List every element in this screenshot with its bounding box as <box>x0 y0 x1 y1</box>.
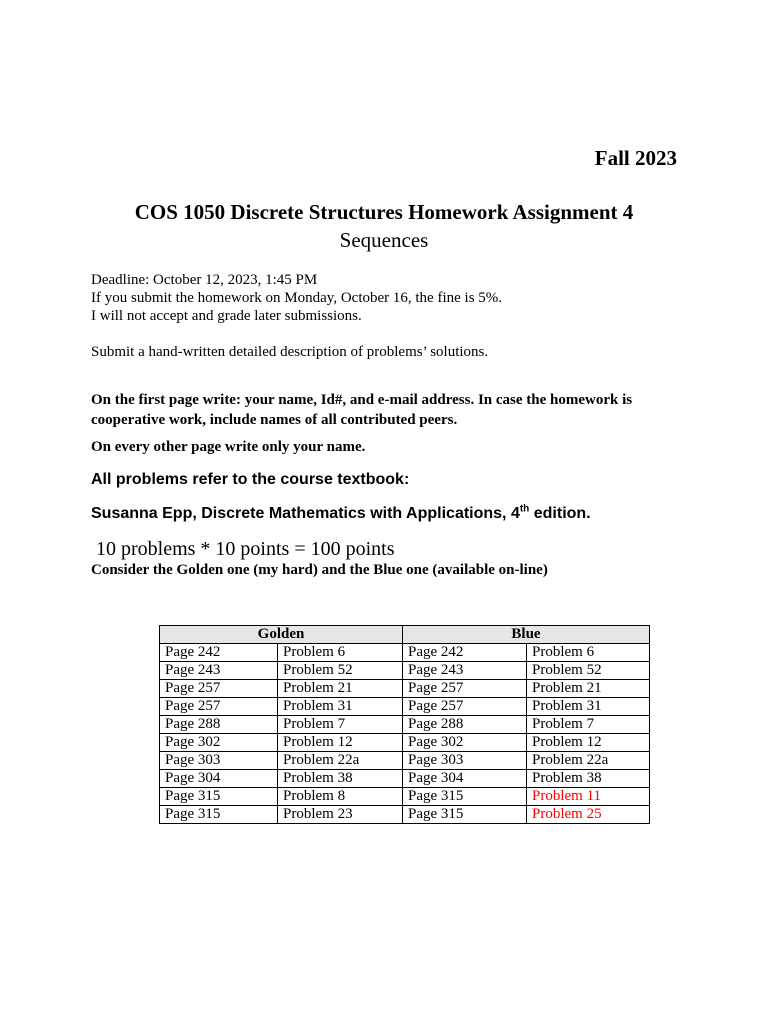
blue-page-cell: Page 257 <box>403 698 527 716</box>
edition-label: edition. <box>529 505 591 522</box>
blue-problem-cell: Problem 21 <box>527 680 650 698</box>
golden-page-cell: Page 242 <box>160 644 278 662</box>
blue-problem-cell: Problem 12 <box>527 734 650 752</box>
blue-page-cell: Page 302 <box>403 734 527 752</box>
golden-problem-cell: Problem 21 <box>278 680 403 698</box>
golden-page-cell: Page 257 <box>160 698 278 716</box>
golden-problem-cell: Problem 38 <box>278 770 403 788</box>
golden-problem-cell: Problem 22a <box>278 752 403 770</box>
problems-table-body <box>160 644 650 824</box>
table-row <box>160 680 650 698</box>
golden-problem-cell: Problem 12 <box>278 734 403 752</box>
golden-page-cell: Page 303 <box>160 752 278 770</box>
table-row <box>160 752 650 770</box>
blue-page-cell: Page 304 <box>403 770 527 788</box>
blue-page-cell: Page 243 <box>403 662 527 680</box>
table-row <box>160 662 650 680</box>
first-page-instructions: On the first page write: your name, Id#, and e-mail address. In case the homework is cooperative work, include names of all contributed peers. <box>91 392 633 428</box>
golden-problem-cell: Problem 23 <box>278 806 403 824</box>
deadline-line: Deadline: October 12, 2023, 1:45 PM <box>91 272 318 288</box>
deadline-section <box>91 271 681 325</box>
blue-problem-cell: Problem 25 <box>527 806 650 824</box>
golden-problem-cell: Problem 7 <box>278 716 403 734</box>
golden-page-cell: Page 315 <box>160 788 278 806</box>
blue-page-cell: Page 288 <box>403 716 527 734</box>
golden-problem-cell: Problem 52 <box>278 662 403 680</box>
table-row <box>160 698 650 716</box>
golden-problem-cell: Problem 6 <box>278 644 403 662</box>
blue-page-cell: Page 315 <box>403 788 527 806</box>
submit-instructions: Submit a hand-written detailed description of problems’ solutions. <box>91 344 489 360</box>
table-row <box>160 788 650 806</box>
table-row <box>160 770 650 788</box>
blue-page-cell: Page 315 <box>403 806 527 824</box>
assignment-subtitle: Sequences <box>339 228 429 252</box>
blue-problem-cell: Problem 31 <box>527 698 650 716</box>
textbook-name: Susanna Epp, Discrete Mathematics with Applications, 4 <box>91 505 520 522</box>
golden-page-cell: Page 302 <box>160 734 278 752</box>
golden-header: Golden <box>160 626 403 644</box>
golden-page-cell: Page 257 <box>160 680 278 698</box>
consider-note: Consider the Golden one (my hard) and the Blue one (available on-line) <box>91 562 548 578</box>
blue-problem-cell: Problem 7 <box>527 716 650 734</box>
problems-table <box>159 625 650 824</box>
blue-problem-cell: Problem 22a <box>527 752 650 770</box>
table-row <box>160 734 650 752</box>
blue-problem-cell: Problem 11 <box>527 788 650 806</box>
blue-page-cell: Page 242 <box>403 644 527 662</box>
assignment-title: COS 1050 Discrete Structures Homework Assignment 4 <box>134 200 634 224</box>
edition-superscript: th <box>519 503 530 515</box>
textbook-intro: All problems refer to the course textbook: <box>91 471 410 488</box>
golden-problem-cell: Problem 8 <box>278 788 403 806</box>
blue-header: Blue <box>403 626 650 644</box>
table-row <box>160 806 650 824</box>
blue-problem-cell: Problem 52 <box>527 662 650 680</box>
golden-page-cell: Page 288 <box>160 716 278 734</box>
golden-problem-cell: Problem 31 <box>278 698 403 716</box>
blue-page-cell: Page 303 <box>403 752 527 770</box>
blue-problem-cell: Problem 38 <box>527 770 650 788</box>
blue-page-cell: Page 257 <box>403 680 527 698</box>
points-summary: 10 problems * 10 points = 100 points <box>96 538 395 560</box>
blue-problem-cell: Problem 6 <box>527 644 650 662</box>
golden-page-cell: Page 315 <box>160 806 278 824</box>
textbook-citation <box>91 505 681 523</box>
late-fine-line: If you submit the homework on Monday, October 16, the fine is 5%. <box>91 290 503 306</box>
golden-page-cell: Page 304 <box>160 770 278 788</box>
term-label: Fall 2023 <box>594 146 677 170</box>
golden-page-cell: Page 243 <box>160 662 278 680</box>
table-header-row <box>160 626 650 644</box>
table-row <box>160 644 650 662</box>
no-late-line: I will not accept and grade later submissions. <box>91 308 362 324</box>
table-row <box>160 716 650 734</box>
every-page-instructions: On every other page write only your name. <box>91 439 366 455</box>
